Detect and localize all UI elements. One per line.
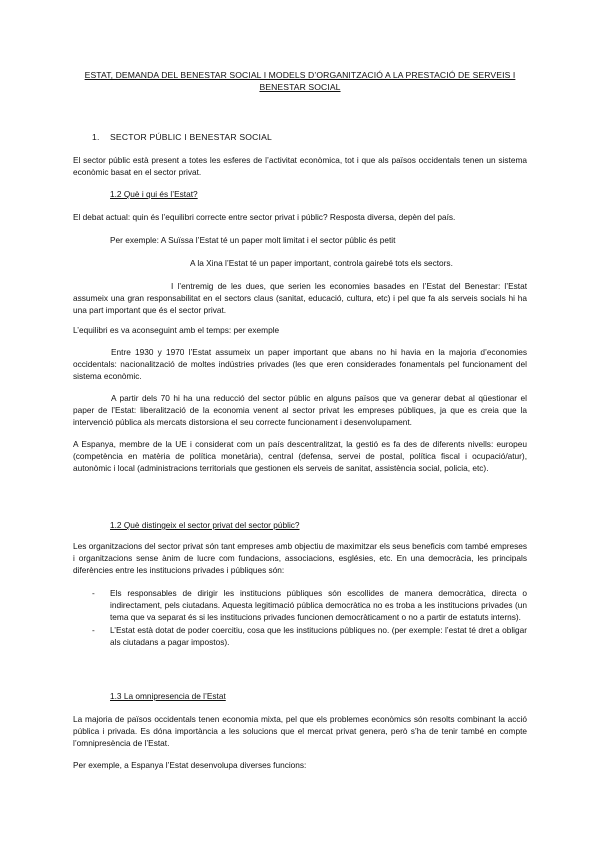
section-intro: El sector públic està present a totes les esferes de l’activitat econòmica, tot i que als països occidentals tenen un sistema econòmic basat en el sector privat. <box>73 155 527 178</box>
paragraph-welfare-state: I l’entremig de les dues, que serien les economies basades en l’Estat del Benestar: l’Estat assumeix una gran responsabilitat en el sectors claus (sanitat, educació, cultura, etc) i pel que fa als serveis socials hi ha una part important que és el sector privat. <box>73 281 527 316</box>
subsection-heading-omnipresence: 1.3 La omnipresencia de l’Estat <box>110 691 226 701</box>
example-china: A la Xina l’Estat té un paper important, controla gairebé tots els sectors. <box>190 258 453 268</box>
list-item <box>92 587 527 624</box>
paragraph-debate: El debat actual: quin és l’equilibri correcte entre sector privat i públic? Resposta diversa, depèn del país. <box>73 212 456 222</box>
section-number: 1. <box>92 132 100 142</box>
section-heading <box>92 131 272 143</box>
bullet-marker: - <box>92 624 95 635</box>
bullet-marker: - <box>92 588 95 598</box>
document-title: ESTAT, DEMANDA DEL BENESTAR SOCIAL I MODELS D’ORGANITZACIÓ A LA PRESTACIÓ DE SERVEIS I BENESTAR SOCIAL <box>84 70 516 93</box>
paragraph-spain-functions: Per exemple, a Espanya l’Estat desenvolupa diverses funcions: <box>73 760 307 770</box>
section-title: SECTOR PÚBLIC I BENESTAR SOCIAL <box>110 132 273 142</box>
paragraph-1930-1970: Entre 1930 y 1970 l’Estat assumeix un paper important que abans no hi havia en la majoria d’economies occidentals: nacionalització de moltes indústries privades (les que eren considerades fonamentals pel funcionament del sistema econòmic. <box>73 347 527 382</box>
differences-list <box>92 587 527 648</box>
paragraph-spain: A Espanya, membre de la UE i considerat com un país descentralitzat, la gestió es fa des de diferents nivells: europeu (competència en matèria de política monetària), central (defensa, servei de postal, política fiscal i ocupació/atur), autonòmic i local (administracions territorials que gestionen els serveis de sanitat, assistència social, policia, etc). <box>73 439 527 474</box>
paragraph-equilibrium: L’equilibri es va aconseguint amb el temps: per exemple <box>73 325 280 335</box>
list-item-text: Els responsables de dirigir les institucions públiques són escollides de manera democràtica, directa o indirectament, pels ciutadans. Aquesta legitimació pública democràtica no es troba a les institucions privades (un tema que va separat és si les institucions privades funcionen democràticament o no a partir de estatuts interns). <box>110 588 527 623</box>
list-item-text: L’Estat està dotat de poder coercitiu, cosa que les institucions públiques no. (per exemple: l’estat té dret a obligar als ciutadans a pagar impostos). <box>110 624 527 647</box>
subsection-heading-what-is-state: 1.2 Què i qui és l’Estat? <box>110 189 198 199</box>
paragraph-mixed-economy: La majoria de països occidentals tenen economia mixta, pel que els problemes econòmics són resolts combinant la acció pública i privada. Es dóna importància a les solucions que el mercat privat genera, però s’ha de tenir també en compte l’omnipresència de l’Estat. <box>73 714 527 749</box>
subsection-heading-private-vs-public: 1.2 Què distingeix el sector privat del sector públic? <box>110 520 300 530</box>
paragraph-private-organisations: Les organitzacions del sector privat són tant empreses amb objectiu de maximitzar els seus beneficis com també empreses i organitzacions sense ànim de lucre com fundacions, associacions, esglésies, etc. En una democràcia, les principals diferències entre les institucions privades i públiques són: <box>73 541 527 576</box>
paragraph-from-70s: A partir dels 70 hi ha una reducció del sector públic en alguns països que va generar debat al qüestionar el paper de l’Estat: liberalització de la economia venent al sector privat les empreses públiques, ja que es creia que la intervenció pública als mercats distorsiona el seu correcte funcionament i desenvolupament. <box>73 393 527 428</box>
example-switzerland: Per exemple: A Suïssa l’Estat té un paper molt limitat i el sector públic és petit <box>110 235 396 245</box>
list-item <box>92 624 527 648</box>
